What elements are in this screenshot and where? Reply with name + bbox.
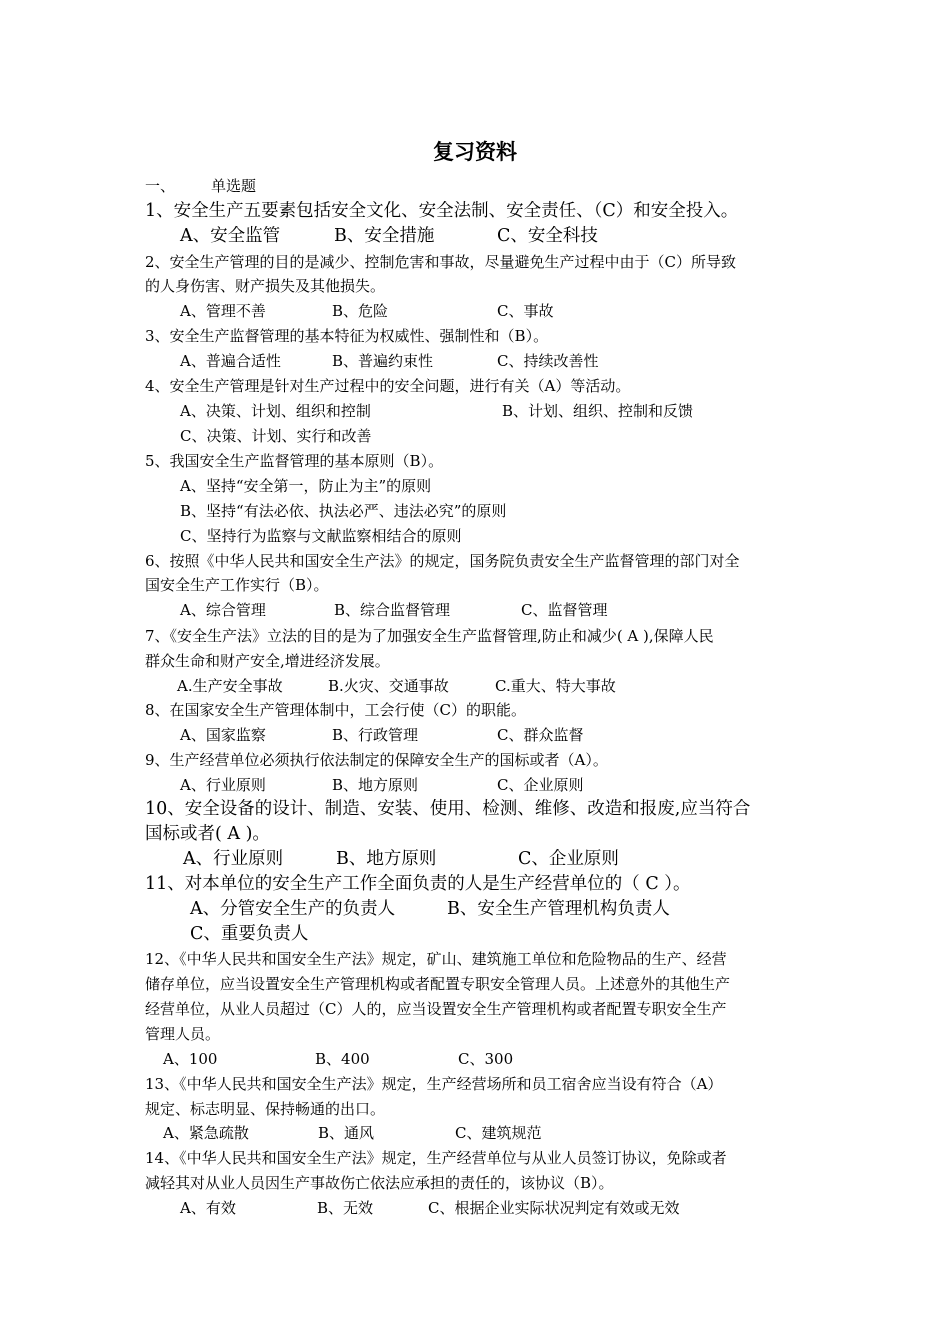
option-a: A、决策、计划、组织和控制 [180,402,371,420]
option-b: B、通风 [318,1124,375,1142]
option-b: B、计划、组织、控制和反馈 [502,402,694,420]
option-c: C、坚持行为监察与文献监察相结合的原则 [180,527,462,545]
section-heading: 单选题 [211,177,257,195]
question-10-text: 10、安全设备的设计、制造、安装、使用、检测、维修、改造和报废,应当符合 [145,799,751,819]
option-b: B、400 [315,1050,370,1068]
question-12-text: 储存单位，应当设置安全生产管理机构或者配置专职安全管理人员。上述意外的其他生产 [145,975,731,993]
question-1-text: 1、安全生产五要素包括安全文化、安全法制、安全责任、（C）和安全投入。 [145,201,739,221]
option-b: B、综合监督管理 [334,601,451,619]
question-8-text: 8、在国家安全生产管理体制中，工会行使（C）的职能。 [145,701,527,719]
question-12-text: 经营单位，从业人员超过（C）人的，应当设置安全生产管理机构或者配置专职安全生产 [145,1000,727,1018]
question-9-text: 9、生产经营单位必须执行依法制定的保障安全生产的国标或者（A）。 [145,751,608,769]
option-c: C、建筑规范 [455,1124,542,1142]
option-c: C、持续改善性 [497,352,599,370]
question-10-text: 国标或者( A )。 [145,824,270,844]
option-a: A、普遍合适性 [180,352,281,370]
section-number: 一、 [145,177,176,195]
option-b: B、坚持“有法必依、执法必严、违法必究”的原则 [180,502,507,520]
option-c: C、事故 [497,302,554,320]
option-b: B、危险 [332,302,389,320]
question-4-text: 4、安全生产管理是针对生产过程中的安全问题，进行有关（A）等活动。 [145,377,631,395]
option-c: C、企业原则 [518,849,619,869]
option-a: A、紧急疏散 [163,1124,249,1142]
option-c: C、300 [458,1050,514,1068]
question-7-text: 群众生命和财产安全,增进经济发展。 [145,652,390,670]
question-12-text: 12、《中华人民共和国安全生产法》规定，矿山、建筑施工单位和危险物品的生产、经营 [145,950,727,968]
question-11-text: 11、对本单位的安全生产工作全面负责的人是生产经营单位的（ C ）。 [145,874,691,894]
option-a: A、分管安全生产的负责人 [190,899,396,919]
question-13-text: 规定、标志明显、保持畅通的出口。 [145,1100,386,1118]
option-a: A、综合管理 [180,601,266,619]
option-c: C、重要负责人 [190,924,309,944]
option-a: A、安全监管 [180,226,281,246]
option-b: B、普遍约束性 [332,352,434,370]
option-a: A、行业原则 [183,849,284,869]
option-c: C、根据企业实际状况判定有效或无效 [428,1199,680,1217]
question-14-text: 减轻其对从业人员因生产事故伤亡依法应承担的责任的，该协议（B）。 [145,1174,614,1192]
option-b: B、地方原则 [332,776,419,794]
question-6-text: 6、按照《中华人民共和国安全生产法》的规定，国务院负责安全生产监督管理的部门对全 [145,552,740,570]
question-14-text: 14、《中华人民共和国安全生产法》规定，生产经营单位与从业人员签订协议，免除或者 [145,1149,727,1167]
option-b: B、地方原则 [336,849,437,869]
question-13-text: 13、《中华人民共和国安全生产法》规定，生产经营场所和员工宿舍应当设有符合（A） [145,1075,723,1093]
question-6-text: 国安全生产工作实行（B）。 [145,576,329,594]
option-c: C、决策、计划、实行和改善 [180,427,372,445]
option-b: B、安全措施 [334,226,435,246]
option-c: C.重大、特大事故 [495,677,616,695]
option-a: A.生产安全事故 [177,677,283,695]
option-c: C、监督管理 [521,601,608,619]
option-a: A、有效 [180,1199,236,1217]
option-b: B、无效 [317,1199,374,1217]
option-b: B、安全生产管理机构负责人 [447,899,670,919]
option-a: A、行业原则 [180,776,266,794]
question-2-text: 2、安全生产管理的目的是减少、控制危害和事故，尽量避免生产过程中由于（C）所导致 [145,253,737,271]
option-c: C、群众监督 [497,726,584,744]
question-5-text: 5、我国安全生产监督管理的基本原则（B）。 [145,452,444,470]
option-a: A、管理不善 [180,302,266,320]
option-b: B、行政管理 [332,726,419,744]
option-c: C、企业原则 [497,776,584,794]
question-2-text: 的人身伤害、财产损失及其他损失。 [145,277,386,295]
option-c: C、安全科技 [497,226,598,246]
question-7-text: 7、《安全生产法》立法的目的是为了加强安全生产监督管理,防止和减少( A ),保障人民 [145,627,714,645]
option-a: A、坚持“安全第一，防止为主”的原则 [180,477,432,495]
question-3-text: 3、安全生产监督管理的基本特征为权威性、强制性和（B）。 [145,327,549,345]
option-b: B.火灾、交通事故 [328,677,449,695]
page-title: 复习资料 [433,140,517,164]
option-a: A、100 [163,1050,218,1068]
option-a: A、国家监察 [180,726,266,744]
question-12-text: 管理人员。 [145,1025,221,1043]
